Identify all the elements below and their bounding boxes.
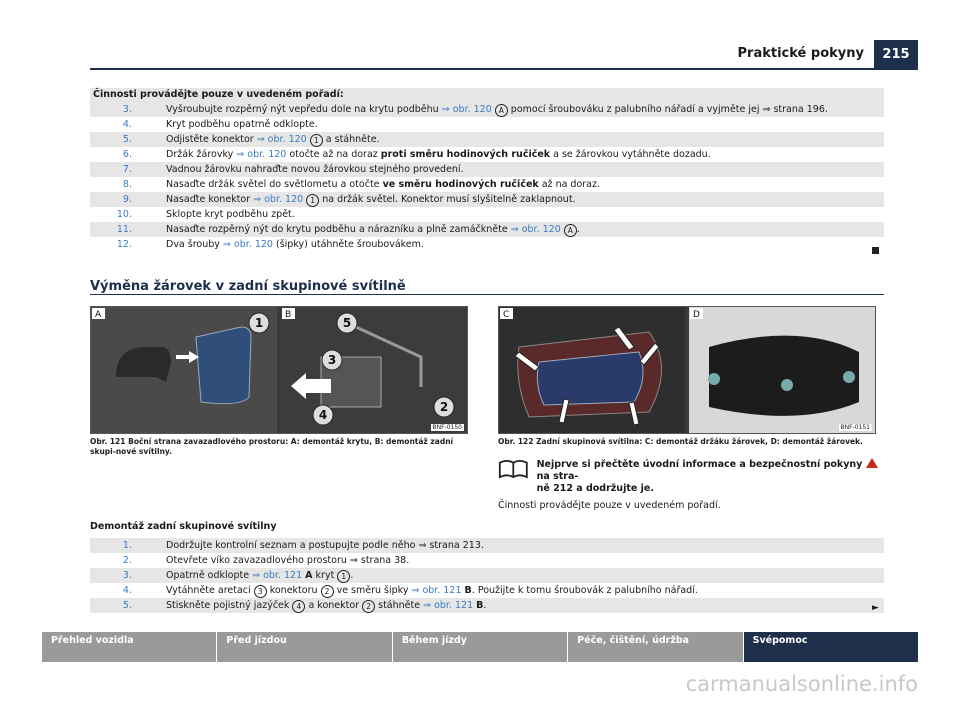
bold-text: proti směru hodinových ručiček: [380, 149, 551, 160]
step-text: [166, 222, 884, 237]
callout-marker: A: [495, 104, 508, 117]
text-part: (šipky) utáhněte šroubovákem.: [272, 239, 424, 250]
text-part: pomocí šroubováku z palubního nářadí a vyjměte jej ⇒ strana 196.: [507, 104, 828, 115]
footer-tab-care[interactable]: Péče, čištění, údržba: [568, 632, 742, 662]
bold-text: B: [464, 585, 472, 596]
text-part: a se žárovkou vytáhněte dozadu.: [550, 149, 711, 160]
figure-code: BNF-0151: [840, 424, 870, 431]
step-row: [90, 568, 884, 583]
figure-code: BNF-0150: [432, 424, 462, 431]
step-row: [90, 117, 884, 132]
bold-text: A: [305, 570, 313, 581]
header-rule: [90, 68, 918, 70]
figure-121: [90, 306, 468, 434]
step-text: [166, 583, 884, 598]
step-text: Vadnou žárovku nahraďte novou žárovkou stejného provedení.: [166, 164, 464, 175]
text-part: .: [483, 600, 487, 611]
callout-number: 5: [342, 316, 352, 330]
figure-panel-label: B: [285, 310, 292, 320]
figure-link[interactable]: ⇒ obr. 120: [256, 134, 307, 145]
text-part: .: [576, 224, 580, 235]
step-text: [166, 192, 884, 207]
figure-panel-label: C: [503, 310, 510, 320]
step-row: [90, 162, 884, 177]
step-row: [90, 102, 884, 117]
top-steps-table: [90, 88, 884, 252]
text-part: a konektor: [305, 600, 363, 611]
step-number: 11.: [116, 224, 132, 235]
figure-122-caption: Obr. 122 Zadní skupinová svítilna: C: demontáž držáku žárovek, D: demontáž žárovek.: [498, 437, 863, 446]
text-part: a stáhněte.: [322, 134, 380, 145]
order-paragraph: Činnosti provádějte pouze v uvedeném pořadí.: [498, 500, 721, 511]
text-part: otočte až na doraz: [286, 149, 381, 160]
callout-marker: 1: [306, 194, 319, 207]
text-part: Nasaďte rozpěrný nýt do krytu podběhu a nárazníku a plně zamáčkněte: [166, 224, 511, 235]
page-header-title: Praktické pokyny: [737, 46, 864, 61]
figure-122: [498, 306, 876, 434]
step-text: [166, 147, 884, 162]
callout-marker: 3: [254, 585, 267, 598]
figure-link[interactable]: ⇒ obr. 120: [222, 239, 273, 250]
bold-text: ve směru hodinových ručiček: [382, 179, 539, 190]
watermark: carmanualsonline.info: [685, 672, 918, 696]
text-part: Držák žárovky: [166, 149, 237, 160]
text-part: . Použijte k tomu šroubovák z palubního nářadí.: [471, 585, 698, 596]
figure-panel-label: D: [693, 310, 700, 320]
text-part: .: [350, 570, 354, 581]
text-part: konektoru: [266, 585, 321, 596]
bottom-steps-table: [90, 538, 884, 613]
step-number: 4.: [122, 119, 132, 130]
text-part: Stiskněte pojistný jazýček: [166, 600, 293, 611]
figure-link[interactable]: ⇒ obr. 121: [411, 585, 462, 596]
step-text: [166, 177, 884, 192]
step-number: 10.: [116, 209, 132, 220]
text-part: stáhněte: [375, 600, 424, 611]
step-number: 3.: [122, 570, 132, 581]
callout-marker: 1: [310, 134, 323, 147]
end-of-section-marker: [872, 247, 879, 254]
callout-number: 1: [254, 316, 264, 330]
top-steps-rows: [90, 102, 884, 252]
top-steps-heading: Činnosti provádějte pouze v uvedeném pořadí:: [90, 88, 884, 102]
text-part: Opatrně odklopte: [166, 570, 253, 581]
text-part: na držák světel. Konektor musí slyšitelně zaklapnout.: [319, 194, 576, 205]
text-part: ve směru šipky: [333, 585, 412, 596]
step-number: 4.: [122, 585, 132, 596]
bold-text: B: [476, 600, 484, 611]
step-row: [90, 237, 884, 252]
step-number: 1.: [122, 540, 132, 551]
step-number: 5.: [122, 600, 132, 611]
step-number: 7.: [122, 164, 132, 175]
footer-tab-before-driving[interactable]: Před jízdou: [217, 632, 391, 662]
page-number: 215: [874, 40, 918, 68]
step-number: 3.: [122, 104, 132, 115]
step-text: [166, 102, 884, 117]
step-row: [90, 177, 884, 192]
step-row: [90, 192, 884, 207]
step-row: [90, 132, 884, 147]
warning-icon: [866, 458, 878, 468]
step-row: [90, 553, 884, 568]
step-row: [90, 222, 884, 237]
step-text: [166, 132, 884, 147]
section-title: Výměna žárovek v zadní skupinové svítilně: [90, 279, 406, 294]
text-part: kryt: [312, 570, 338, 581]
footer-tab-overview[interactable]: Přehled vozidla: [42, 632, 216, 662]
step-number: 12.: [116, 239, 132, 250]
callout-marker: 4: [292, 600, 305, 613]
step-number: 5.: [122, 134, 132, 145]
step-row: [90, 207, 884, 222]
figure-link[interactable]: ⇒ obr. 120: [236, 149, 287, 160]
step-number: 9.: [122, 194, 132, 205]
footer-navigation: [42, 632, 918, 662]
step-number: 8.: [122, 179, 132, 190]
figure-link[interactable]: ⇒ obr. 120: [253, 194, 304, 205]
step-text: Kryt podběhu opatrně odklopte.: [166, 119, 318, 130]
step-text: Otevřete víko zavazadlového prostoru ⇒ strana 38.: [166, 555, 410, 566]
figure-121-illustration: [91, 307, 467, 433]
callout-number: 4: [318, 408, 328, 422]
figure-link[interactable]: ⇒ obr. 121: [252, 570, 303, 581]
callout-number: 2: [439, 400, 449, 414]
step-number: 2.: [122, 555, 132, 566]
text-part: Nasaďte konektor: [166, 194, 254, 205]
continue-arrow-icon: ►: [872, 603, 879, 613]
notice-line: na stra-: [536, 471, 579, 482]
callout-marker: A: [564, 224, 577, 237]
figure-122-illustration: [499, 307, 875, 433]
notice-line: ně 212 a dodržujte je.: [536, 483, 654, 494]
step-row: [90, 538, 884, 553]
step-text: [166, 237, 884, 252]
callout-number: 3: [327, 353, 337, 367]
step-row: [90, 147, 884, 162]
text-part: Vyšroubujte rozpěrný nýt vepředu dole na krytu podběhu: [166, 104, 442, 115]
step-text: [166, 568, 884, 583]
figure-121-caption: Obr. 121 Boční strana zavazadlového prostoru: A: demontáž krytu, B: demontáž zadní skupi-nové svítilny.: [90, 437, 454, 456]
notice-text: [537, 458, 884, 495]
text-part: Nasaďte držák světel do světlometu a otočte: [166, 179, 383, 190]
footer-tab-self-help[interactable]: Svépomoc: [744, 632, 918, 662]
callout-marker: 1: [337, 570, 350, 583]
section-rule: [90, 294, 884, 295]
step-row: [90, 583, 884, 598]
step-text: Sklopte kryt podběhu zpět.: [166, 209, 295, 220]
text-part: až na doraz.: [538, 179, 601, 190]
figure-panel-label: A: [95, 310, 102, 320]
callout-marker: 2: [362, 600, 375, 613]
figure-link[interactable]: ⇒ obr. 121: [423, 600, 474, 611]
footer-tab-while-driving[interactable]: Během jízdy: [393, 632, 567, 662]
text-part: Vytáhněte aretaci: [166, 585, 254, 596]
text-part: Dva šrouby: [166, 239, 223, 250]
callout-marker: 2: [321, 585, 334, 598]
figure-link[interactable]: ⇒ obr. 120: [441, 104, 492, 115]
safety-notice: [498, 458, 884, 495]
notice-line: Nejprve si přečtěte úvodní informace a bezpečnostní pokyny: [536, 459, 863, 470]
step-text: Dodržujte kontrolní seznam a postupujte podle něho ⇒ strana 213.: [166, 540, 484, 551]
sub-title: Demontáž zadní skupinové svítilny: [90, 521, 277, 532]
step-number: 6.: [122, 149, 132, 160]
text-part: Odjistěte konektor: [166, 134, 257, 145]
open-book-icon: [498, 458, 529, 480]
step-row: [90, 598, 884, 613]
figure-link[interactable]: ⇒ obr. 120: [510, 224, 561, 235]
step-text: [166, 598, 884, 613]
